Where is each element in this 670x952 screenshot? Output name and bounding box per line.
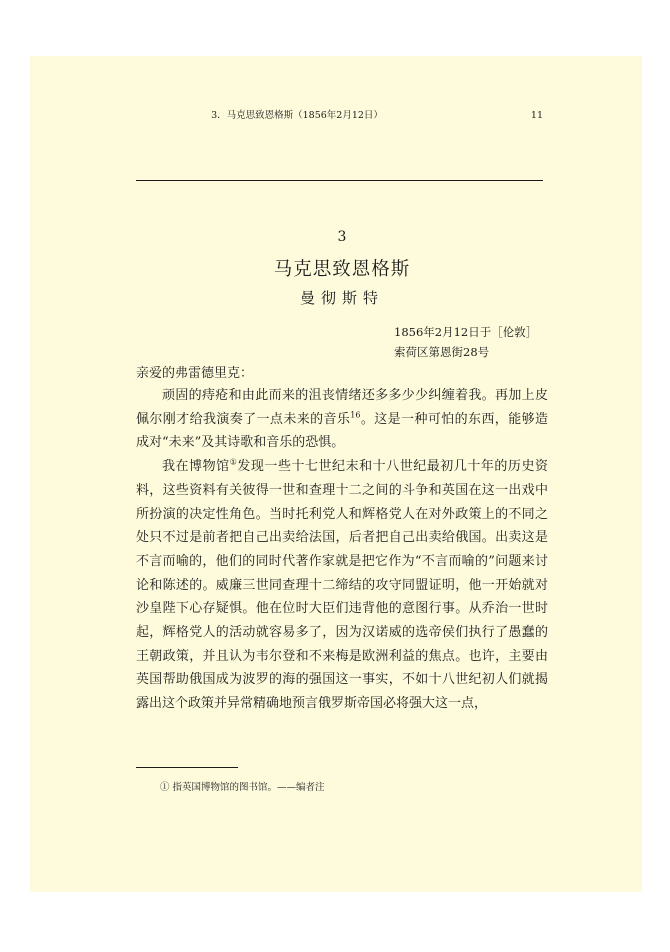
editorial-note-ref[interactable]: 16	[350, 410, 361, 420]
running-head	[107, 107, 543, 125]
footnote-rule	[136, 767, 238, 768]
chapter-number: 3	[337, 229, 347, 245]
footnote	[160, 779, 325, 793]
chapter-title: 马克思致恩格斯	[273, 259, 411, 280]
paragraph-1	[136, 384, 548, 455]
footnote-marker: ①	[160, 782, 170, 793]
footnote-ref[interactable]: ①	[229, 457, 238, 467]
footnote-text: 指英国博物馆的图书馆。——编者注	[172, 782, 325, 793]
dateline-date: 1856年2月12日于［伦敦］	[394, 325, 538, 339]
dateline-address: 索荷区第恩街28号	[394, 345, 490, 359]
page-number: 11	[530, 110, 543, 121]
letter-body	[136, 384, 548, 716]
running-head-title: 3．马克思致恩格斯（1856年2月12日）	[211, 110, 383, 121]
paragraph-2-text-b: 发现一些十七世纪末和十八世纪最初几十年的历史资料，这些资料有关彼得一世和查理十二之间的斗争和英国在这一出戏中所扮演的决定性角色。当时托利党人和辉格党人在对外政策上的不同之处只不过是前者把自己出卖给法国，后者把自己出卖给俄国。出卖这是不言而喻的，他们的同时代著作家就是把它作为“不言而喻的”问题来讨论和陈述的。威廉三世同查理十二缔结的攻守同盟证明，他一开始就对沙皇陛下心存疑惧。他在位时大臣们违背他的意图行事。从乔治一世时起，辉格党人的活动就容易多了，因为汉诺威的选帝侯们执行了愚蠢的王朝政策，并且认为韦尔登和不来梅是欧洲利益的焦点。也许，主要由英国帮助俄国成为波罗的海的强国这一事实，不如十八世纪初人们就揭露出这个政策并异常精确地预言俄罗斯帝国必将强大这一点，	[136, 459, 548, 712]
paragraph-2	[136, 455, 548, 716]
paragraph-1-text-b: 。这是一种可怕的东西，能够造成对“未来”及其诗歌和音乐的恐惧。	[136, 411, 548, 451]
header-rule	[136, 180, 543, 181]
paragraph-2-text-a: 我在博物馆	[162, 459, 230, 475]
salutation: 亲爱的弗雷德里克：	[136, 366, 254, 381]
recipient-place: 曼彻斯特	[299, 289, 384, 307]
paragraph-1-text-a: 顽固的痔疮和由此而来的沮丧情绪还多多少少纠缠着我。再加上皮佩尔刚才给我演奏了一点未来的音乐	[136, 388, 548, 427]
dateline	[394, 322, 537, 362]
